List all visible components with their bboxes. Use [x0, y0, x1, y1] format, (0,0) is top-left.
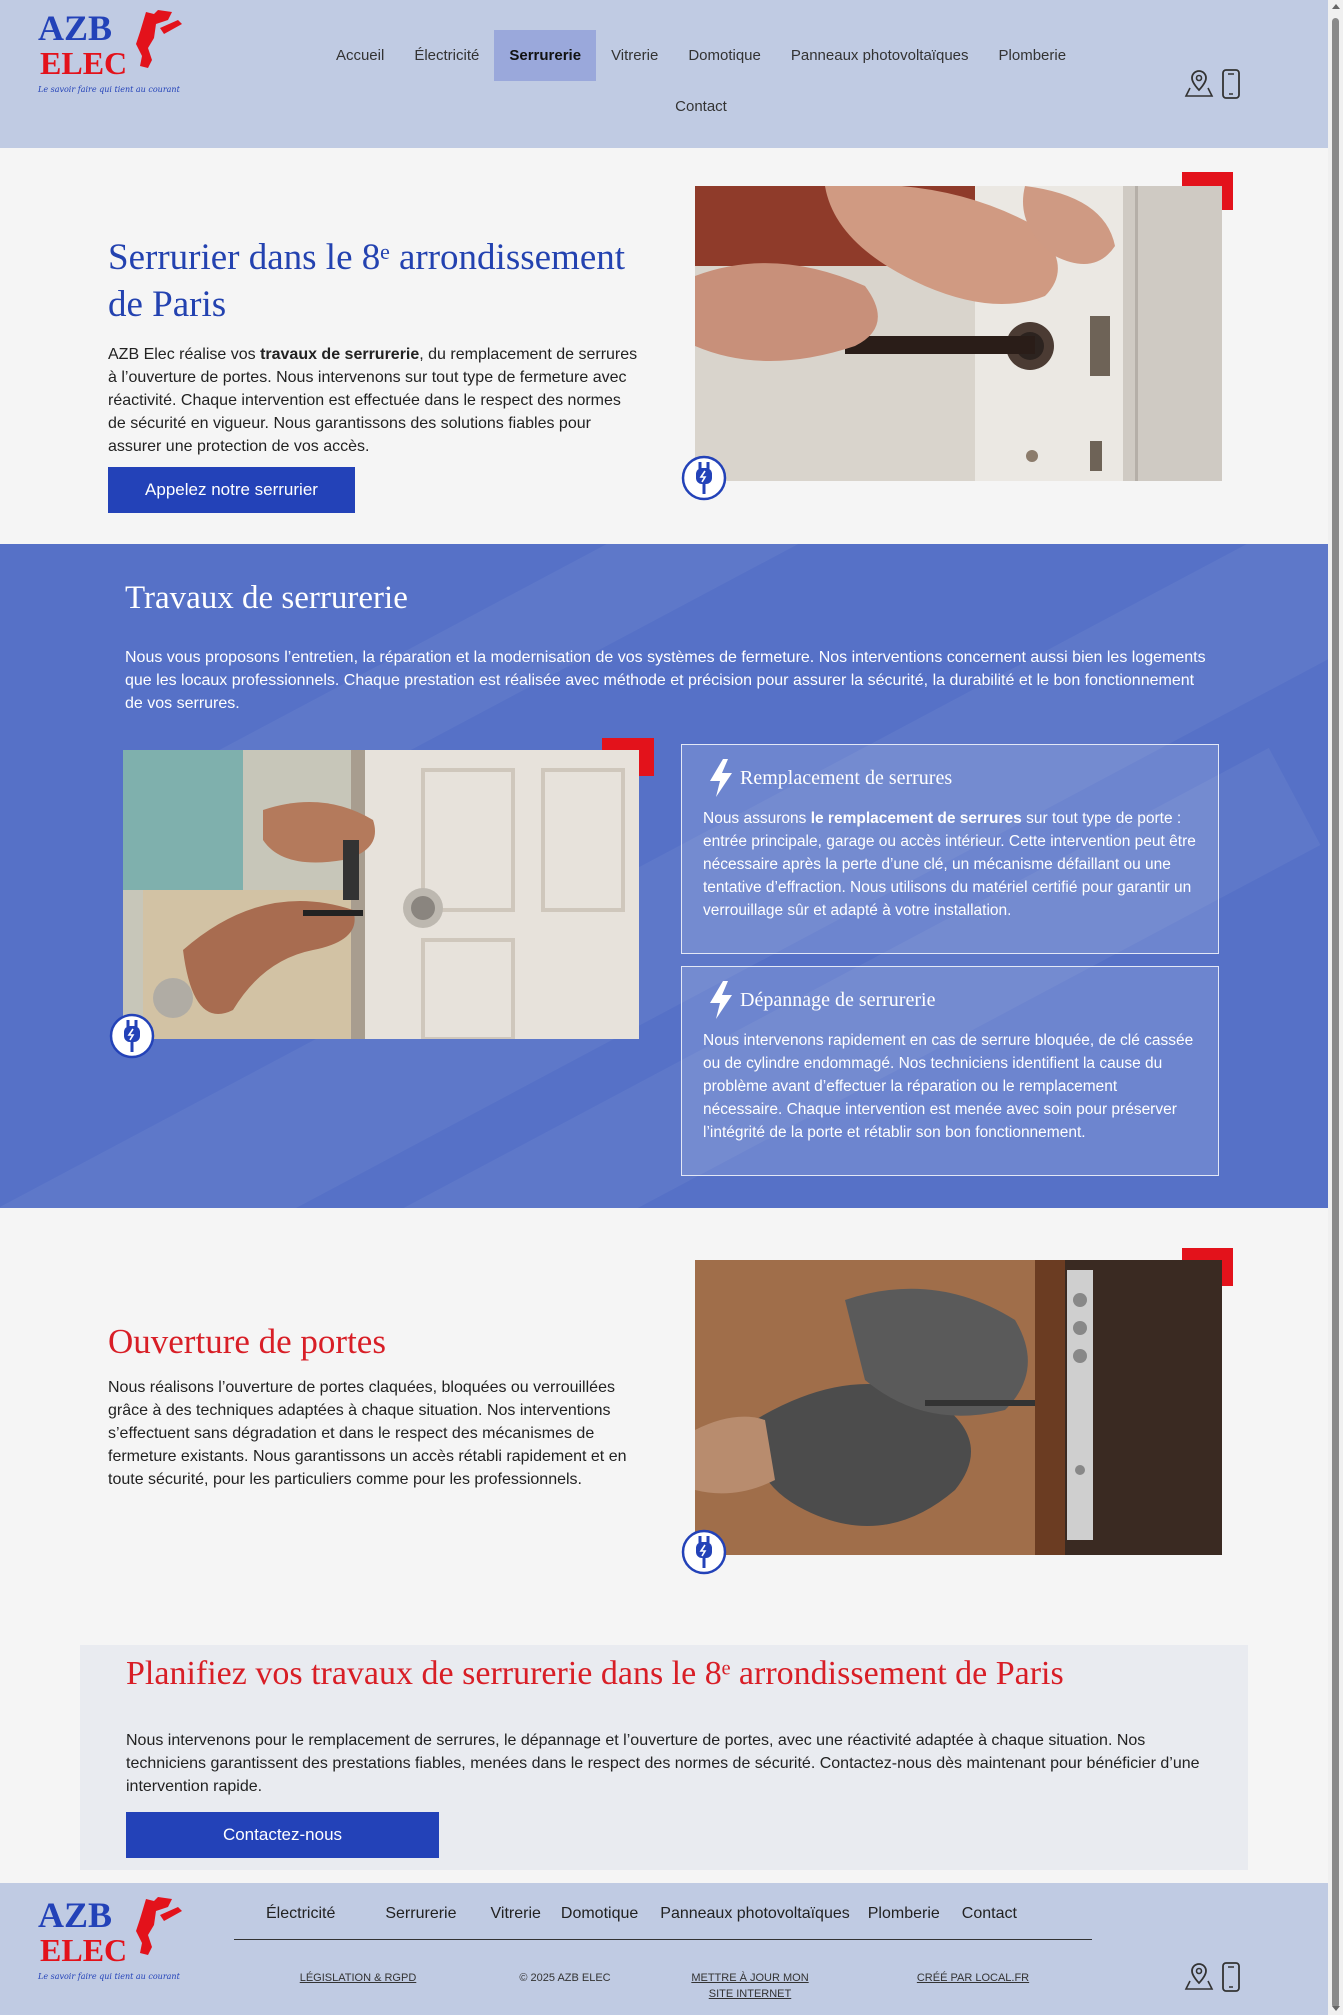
- lightning-icon: [708, 759, 734, 797]
- scroll-down-arrow[interactable]: [1332, 2006, 1340, 2011]
- phone-icon[interactable]: [1220, 68, 1242, 100]
- hero-text: AZB Elec réalise vos travaux de serrurerie, du remplacement de serrures à l’ouverture de portes. Nous intervenons sur tout type de fermeture avec réactivité. Chaque intervention est effectuée dans le respect des normes de sécurité en vigueur. Nous garantissons des solutions fiables pour assurer une protection de vos accès.: [108, 346, 638, 455]
- scroll-up-arrow[interactable]: [1332, 4, 1340, 9]
- footer-nav-electricite[interactable]: Électricité: [266, 1905, 336, 1922]
- plan-section: [80, 1645, 1248, 1870]
- nav-panneaux[interactable]: Panneaux photovoltaïques: [790, 47, 969, 64]
- credit-link[interactable]: CRÉÉ PAR LOCAL.FR: [916, 1972, 1030, 1984]
- site-footer: [0, 1883, 1328, 2015]
- site-header: [0, 0, 1328, 148]
- hero-photo: [695, 186, 1222, 481]
- card-title: Dépannage de serrurerie: [740, 988, 936, 1011]
- header-icons: [1184, 68, 1242, 100]
- call-locksmith-button[interactable]: Appelez notre serrurier: [108, 467, 355, 513]
- nav-contact[interactable]: Contact: [675, 98, 727, 115]
- svg-text:AZB: AZB: [38, 8, 113, 48]
- plug-icon: [108, 1012, 156, 1060]
- copyright: © 2025 AZB ELEC: [519, 1972, 611, 1984]
- page-title: Serrurier dans le 8ᵉ arrondissement de Paris: [108, 237, 626, 325]
- works-photo: [123, 750, 639, 1039]
- card-title: Remplacement de serrures: [740, 766, 953, 789]
- footer-nav: [250, 1905, 1017, 1923]
- legal-link[interactable]: LÉGISLATION & RGPD: [299, 1972, 417, 1984]
- nav-domotique[interactable]: Domotique: [688, 47, 761, 64]
- card-text: Nous intervenons rapidement en cas de serrure bloquée, de clé cassée ou de cylindre endommagé. Nos techniciens identifient la cause du problème avant d’effectuer la réparation ou le remplacement nécessaire. Chaque intervention est menée avec soin pour préserver l’intégrité de la porte et rétablir son bon fonctionnement.: [703, 1032, 1194, 1141]
- doors-photo: [695, 1260, 1222, 1555]
- svg-text:AZB: AZB: [38, 1895, 113, 1935]
- footer-nav-vitrerie[interactable]: Vitrerie: [490, 1905, 541, 1922]
- footer-nav-contact[interactable]: Contact: [961, 1905, 1017, 1922]
- svg-text:Le savoir faire qui tient au c: Le savoir faire qui tient au courant: [38, 1972, 180, 1981]
- logo-mark: [34, 1893, 194, 1985]
- footer-icons: [1184, 1961, 1242, 1993]
- footer-nav-domotique[interactable]: Domotique: [560, 1905, 639, 1922]
- plug-icon: [680, 454, 728, 502]
- works-section: [0, 544, 1328, 1208]
- update-site-link[interactable]: METTRE À JOUR MON SITE INTERNET: [691, 1972, 809, 2000]
- card-text: Nous assurons le remplacement de serrures sur tout type de porte : entrée principale, garage ou accès intérieur. Cette intervention peut être nécessaire après la perte d’une clé, un mécanisme défaillant ou une tentative d’effraction. Nous utilisons du matériel certifié pour garantir un verrouillage sûr et adapté à votre installation.: [703, 810, 1196, 919]
- footer-logo[interactable]: [34, 1893, 194, 1985]
- svg-text:Le savoir faire qui tient au c: Le savoir faire qui tient au courant: [38, 85, 180, 94]
- scrollbar-thumb[interactable]: [1332, 18, 1339, 2008]
- nav-electricite[interactable]: Électricité: [414, 47, 480, 64]
- phone-icon[interactable]: [1220, 1961, 1242, 1993]
- plan-title: Planifiez vos travaux de serrurerie dans le 8ᵉ arrondissement de Paris: [126, 1655, 1064, 1692]
- nav-serrurerie[interactable]: Serrurerie: [494, 30, 596, 81]
- contact-button[interactable]: Contactez-nous: [126, 1812, 439, 1858]
- footer-divider: [234, 1939, 1092, 1940]
- nav-vitrerie[interactable]: Vitrerie: [611, 47, 659, 64]
- nav-plomberie[interactable]: Plomberie: [998, 47, 1067, 64]
- footer-nav-plomberie[interactable]: Plomberie: [867, 1905, 940, 1922]
- location-pin-icon[interactable]: [1184, 68, 1214, 100]
- works-title: Travaux de serrurerie: [125, 580, 408, 616]
- svg-text:ELEC: ELEC: [40, 1932, 128, 1968]
- logo-mark: [34, 6, 194, 98]
- lightning-icon: [708, 981, 734, 1019]
- plan-text: Nous intervenons pour le remplacement de serrures, le dépannage et l’ouverture de portes, avec une réactivité adaptée à chaque situation. Nos techniciens garantissent des prestations fiables, menées dans le respect des normes de sécurité. Contactez-nous dès maintenant pour bénéficier d’une intervention rapide.: [126, 1732, 1200, 1795]
- location-pin-icon[interactable]: [1184, 1961, 1214, 1993]
- doors-title: Ouverture de portes: [108, 1322, 386, 1361]
- service-card-repair: [681, 966, 1219, 1176]
- plug-icon: [680, 1528, 728, 1576]
- svg-text:ELEC: ELEC: [40, 45, 128, 81]
- works-intro: Nous vous proposons l’entretien, la réparation et la modernisation de vos systèmes de fermeture. Nos interventions concernent aussi bien les logements que les locaux professionnels. Chaque prestation est réalisée avec méthode et précision pour assurer la sécurité, la durabilité et le bon fonctionnement de vos serrures.: [125, 649, 1206, 712]
- nav-accueil[interactable]: Accueil: [335, 47, 385, 64]
- main-nav: [266, 30, 1136, 132]
- door-opening-section: [0, 1208, 1328, 1628]
- footer-nav-serrurerie[interactable]: Serrurerie: [385, 1905, 457, 1922]
- doors-text: Nous réalisons l’ouverture de portes claquées, bloquées ou verrouillées grâce à des techniques adaptées à chaque situation. Nos interventions s’effectuent sans dégradation et dans le respect des mécanismes de fermeture existants. Nous garantissons un accès rétabli rapidement et en toute sécurité, pour les particuliers comme pour les professionnels.: [108, 1379, 627, 1488]
- logo[interactable]: [34, 6, 194, 98]
- hero-section: [0, 148, 1328, 544]
- service-card-replacement: [681, 744, 1219, 954]
- footer-nav-panneaux[interactable]: Panneaux photovoltaïques: [660, 1905, 850, 1922]
- page-scrollbar[interactable]: [1328, 0, 1343, 2015]
